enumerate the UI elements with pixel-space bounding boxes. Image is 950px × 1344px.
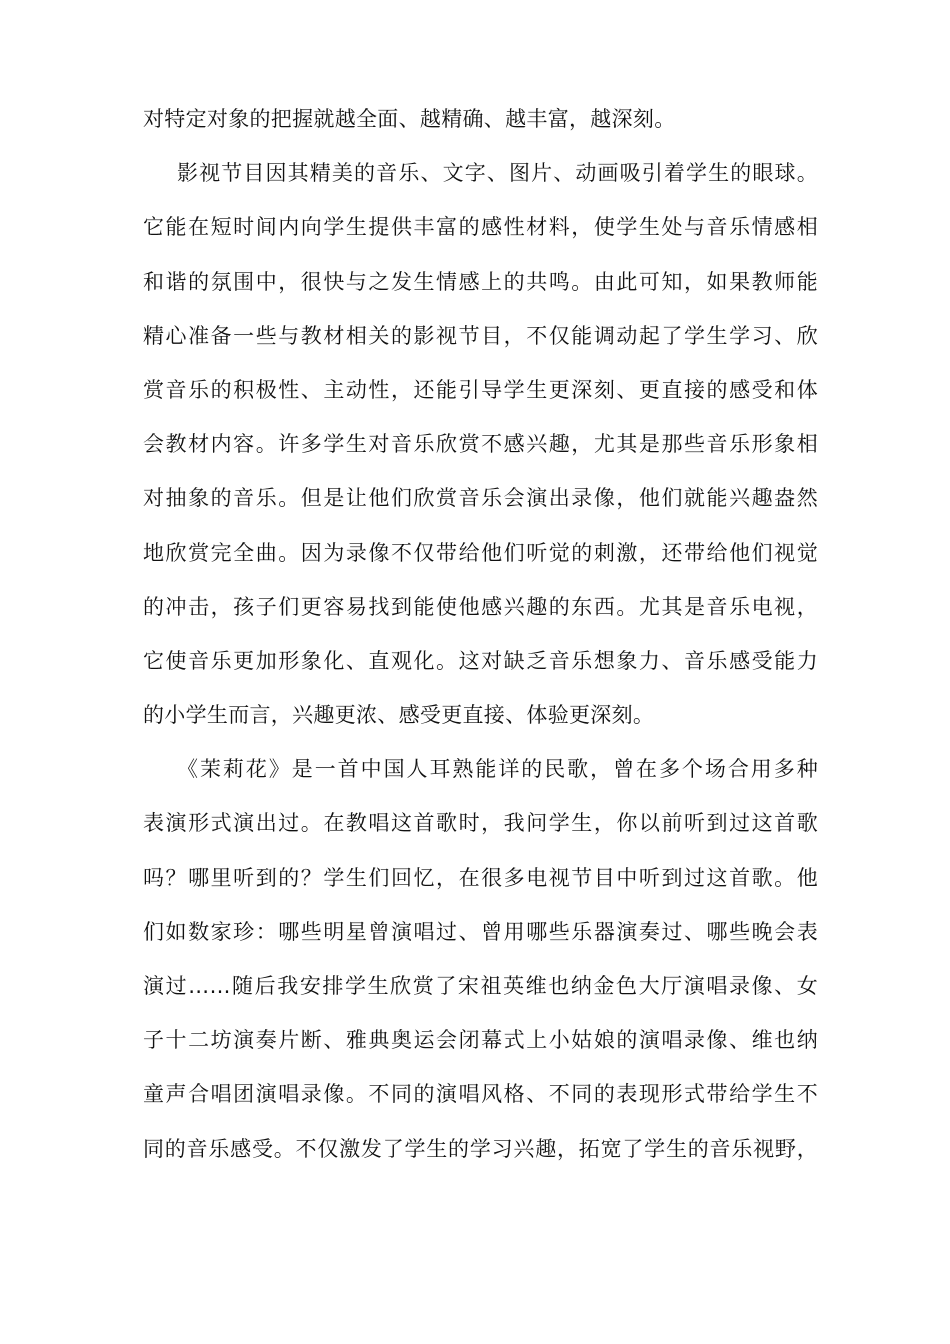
text-line: 的小学生而言，兴趣更浓、感受更直接、体验更深刻。: [143, 703, 655, 728]
text-line: 的冲击，孩子们更容易找到能使他感兴趣的东西。尤其是音乐电视，: [143, 594, 818, 619]
text-line: 它能在短时间内向学生提供丰富的感性材料，使学生处与音乐情感相: [143, 215, 818, 240]
text-line: 赏音乐的积极性、主动性，还能引导学生更深刻、更直接的感受和体: [143, 377, 818, 402]
text-line: 演过……随后我安排学生欣赏了宋祖英维也纳金色大厅演唱录像、女: [143, 974, 818, 998]
body-text: [143, 97, 818, 1181]
text-line: 子十二坊演奏片断、雅典奥运会闭幕式上小姑娘的演唱录像、维也纳: [143, 1028, 818, 1053]
text-line: 精心准备一些与教材相关的影视节目，不仅能调动起了学生学习、欣: [143, 323, 818, 348]
paragraph-first-line: 影视节目因其精美的音乐、文字、图片、动画吸引着学生的眼球。: [177, 161, 818, 186]
text-line: 们如数家珍：哪些明星曾演唱过、曾用哪些乐器演奏过、哪些晚会表: [143, 919, 818, 944]
text-line: 对特定对象的把握就越全面、越精确、越丰富，越深刻。: [143, 107, 676, 131]
text-line: 会教材内容。许多学生对音乐欣赏不感兴趣，尤其是那些音乐形象相: [143, 432, 818, 457]
text-line: 同的音乐感受。不仅激发了学生的学习兴趣，拓宽了学生的音乐视野，: [143, 1136, 818, 1161]
text-line: 和谐的氛围中，很快与之发生情感上的共鸣。由此可知，如果教师能: [143, 269, 818, 294]
text-line: 吗？哪里听到的？学生们回忆，在很多电视节目中听到过这首歌。他: [143, 865, 818, 890]
paragraph-first-line: 《茉莉花》是一首中国人耳熟能详的民歌，曾在多个场合用多种: [177, 757, 818, 782]
text-line: 童声合唱团演唱录像。不同的演唱风格、不同的表现形式带给学生不: [143, 1082, 818, 1107]
text-line: 表演形式演出过。在教唱这首歌时，我问学生，你以前听到过这首歌: [143, 811, 818, 836]
text-line: 地欣赏完全曲。因为录像不仅带给他们听觉的刺激，还带给他们视觉: [143, 540, 818, 565]
text-line: 对抽象的音乐。但是让他们欣赏音乐会演出录像，他们就能兴趣盎然: [143, 486, 818, 511]
text-line: 它使音乐更加形象化、直观化。这对缺乏音乐想象力、音乐感受能力: [143, 648, 818, 673]
